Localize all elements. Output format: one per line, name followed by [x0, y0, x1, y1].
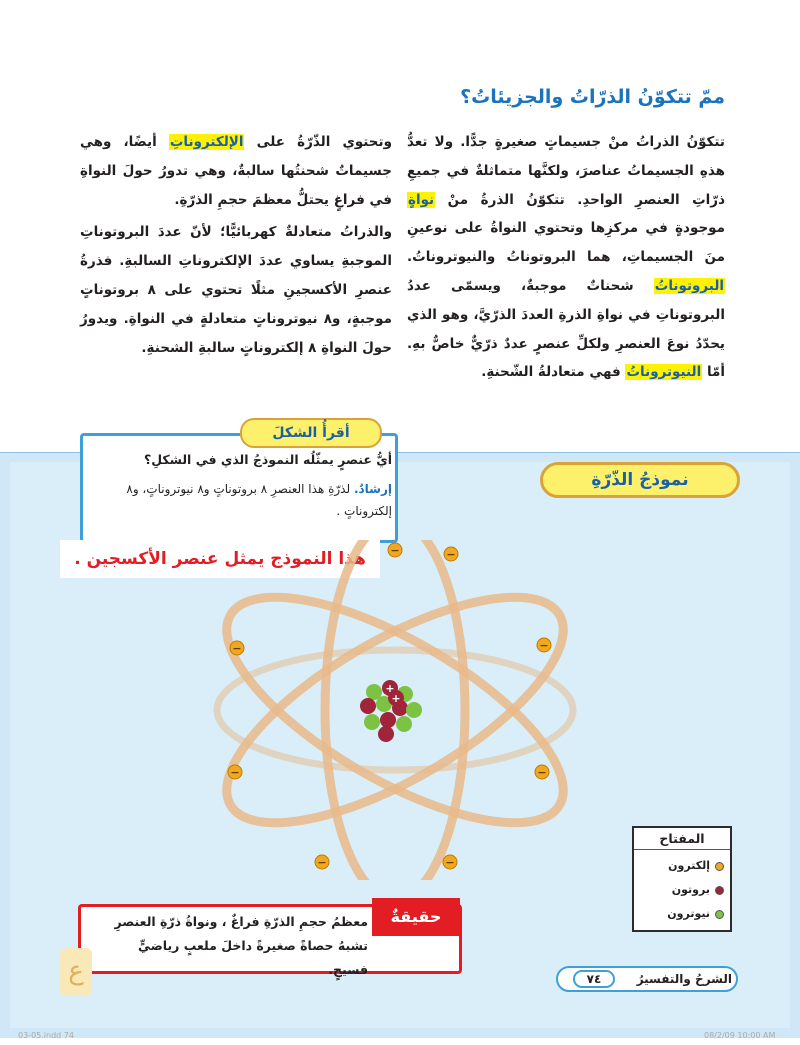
- fact-text: معظمُ حجمِ الذرّةِ فراغٌ ، ونواةُ ذرّةِ العنصرِ تشبهُ حصاةً صغيرةً داخلَ ملعبٍ رياضيٍّ فسيحٍ.: [114, 914, 368, 977]
- electron: [535, 765, 549, 779]
- paragraph-text: تتكوّنُ الذراتُ منْ جسيماتٍ صغيرةٍ جدًّا. ولا تعدُّ هذهِ الجسيماتُ عناصرَ، ولكنَّها متماثلةٌ في جميعِ ذرّاتِ العنصرِ الواحدِ. تتكوّنُ الذرةُ منْ: [407, 134, 726, 208]
- legend-label: بروتون: [671, 883, 710, 896]
- electron: [230, 641, 244, 655]
- highlight-nucleus: نواةٍ: [408, 191, 435, 208]
- hint-label: إرشادٌ.: [353, 482, 392, 496]
- neutron: [396, 716, 412, 732]
- print-info-right: 08/2/09 10:00 AM: [704, 1031, 776, 1040]
- electron-symbol: −: [446, 548, 456, 561]
- proton: [380, 712, 396, 728]
- electron: [315, 855, 329, 869]
- electron: [444, 547, 458, 561]
- left-column-text: [80, 128, 392, 362]
- paragraph-text: أيضًا، وهي جسيماتٌ شحنتُها سالبةٌ، وهي تدورُ حولَ النواةِ في فراغٍ يحتلُّ معظمَ حجمِ الذرّةِ.: [80, 134, 392, 208]
- legend-item-electron: [640, 856, 724, 876]
- electron-symbol: −: [232, 642, 242, 655]
- electron-symbol: −: [317, 856, 327, 869]
- electron-symbol: −: [537, 766, 547, 779]
- read-figure-tab: أقرأُ الشكلَ: [240, 418, 382, 448]
- proton-symbol: +: [385, 682, 395, 695]
- proton-swatch-icon: [715, 886, 724, 895]
- neutron: [364, 714, 380, 730]
- paragraph-text: وتحتوي الذّرّةُ على: [256, 134, 392, 150]
- electron: [388, 543, 402, 557]
- electron-symbol: −: [230, 766, 240, 779]
- paragraph-text: موجودةٍ في مركزِها وتحتوي النواةُ على نوعينِ منَ الجسيماتِ، هما البروتوناتُ والنيوتروناتُ.: [407, 220, 725, 266]
- atom-model-diagram: [200, 540, 590, 880]
- section-heading: ممّ تتكوّنُ الذرّاتُ والجزيئاتُ؟: [460, 86, 725, 108]
- highlight-electrons: الإلكتروناتِ: [169, 134, 244, 150]
- neutron: [406, 702, 422, 718]
- electron-symbol: −: [390, 544, 400, 557]
- paragraph-text: شحناتٌ موجبةٌ، ويسمّى عددُ البروتوناتِ في نواةِ الذرةِ العددَ الذرّيَّ، وهو الذي يحدّدُ نوعَ العنصرِ ولكلِّ عنصرٍ عددٌ ذرّيٌّ خاصٌّ بهِ. أمّا: [407, 277, 725, 381]
- read-figure-question: أيُّ عنصرٍ يمثّلُه النموذجُ الذي في الشكلِ؟: [143, 452, 392, 467]
- legend-label: إلكترون: [668, 859, 710, 872]
- proton: [378, 726, 394, 742]
- paragraph: والذراتُ متعادلةٌ كهربائيًّا؛ لأنّ عددَ البروتوناتِ الموجبةِ يساوي عددَ الإلكتروناتِ السالبةِ. فذرةُ عنصرِ الأكسجينِ مثلًا تحتوي على ٨ بروتوناتٍ موجبةٍ، و٨ نيوتروناتٍ متعادلةٍ في النواةِ. ويدورُ حولَ النواةِ ٨ إلكتروناتٍ سالبةِ الشحنةِ.: [80, 224, 393, 356]
- highlight-protons: البروتوناتُ: [654, 277, 725, 294]
- electron-symbol: −: [445, 856, 455, 869]
- nucleus: [360, 680, 422, 742]
- page-number: ٧٤: [573, 970, 615, 988]
- atom-model-tab: نموذجُ الذّرّةِ: [540, 462, 740, 498]
- publisher-logo: ع: [60, 948, 92, 996]
- paragraph: [80, 128, 392, 214]
- electron: [537, 638, 551, 652]
- legend-item-proton: [640, 880, 724, 900]
- legend-title: المفتاح: [634, 828, 730, 850]
- footer-label: الشرحُ والتفسيرُ: [636, 972, 732, 986]
- print-info-left: 03-05.indd 74: [18, 1031, 74, 1040]
- legend-item-neutron: [640, 904, 724, 924]
- paragraph-text: فهي متعادلةُ الشّحنةِ.: [481, 364, 621, 381]
- neutron-swatch-icon: [715, 910, 724, 919]
- proton-symbol: +: [391, 692, 401, 705]
- hint-text: لذرّةِ هذا العنصرِ ٨ بروتوناتٍ و٨ نيوتروناتٍ، و٨ إلكتروناتٍ .: [126, 482, 392, 518]
- highlight-neutrons: النيوتروناتُ: [626, 364, 702, 381]
- electron: [443, 855, 457, 869]
- fact-tab: حقيقةٌ: [372, 898, 460, 936]
- electron-swatch-icon: [715, 862, 724, 871]
- read-figure-hint: [92, 478, 392, 522]
- electron-symbol: −: [539, 639, 549, 652]
- legend-label: نيوترون: [667, 907, 710, 920]
- electron: [228, 765, 242, 779]
- right-column-text: [407, 128, 725, 387]
- proton: [360, 698, 376, 714]
- answer-text: هذا النموذج يمثل عنصر الأكسجين .: [60, 540, 380, 578]
